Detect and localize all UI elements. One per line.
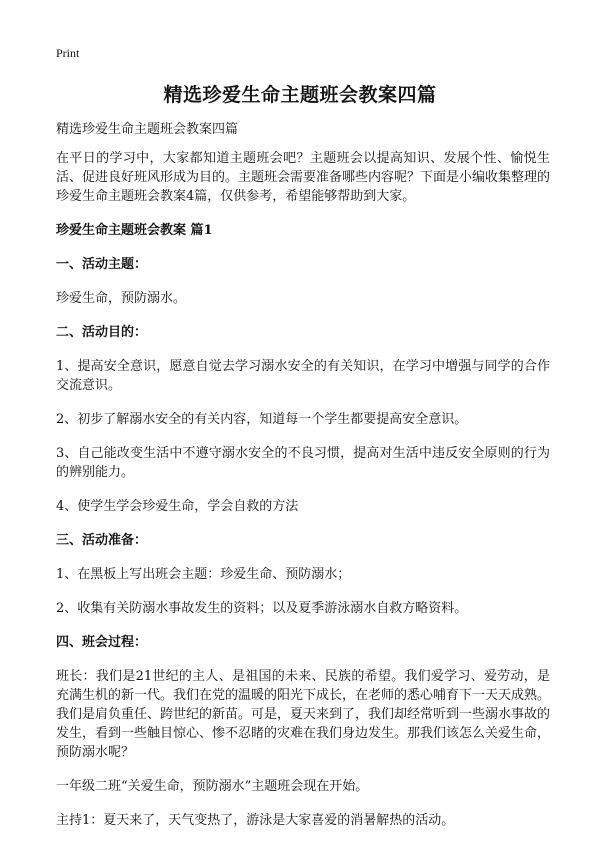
heading-prep: 三、活动准备： xyxy=(56,533,148,548)
theme-paragraph: 珍爱生命，预防溺水。 xyxy=(56,291,187,306)
process-paragraph: 班长：我们是21世纪的主人、是祖国的未来、民族的希望。我们爱学习、爱劳动，是充满生机的新一代。我们在党的温暖的阳光下成长，在老师的悉心哺育下一天天成熟。我们是肩负重任、跨世纪的新苗。可是，夏天来到了，我们却经常听到一些溺水事故的发生，看到一些触目惊心、惨不忍睹的灾难在我们身边发生。那我们该怎么关爱生命，预防溺水呢？ xyxy=(56,669,551,760)
document-title: 精选珍爱生命主题班会教案四篇 xyxy=(163,84,437,106)
goal-item: 4、使学生学会珍爱生命，学会自救的方法 xyxy=(56,499,299,514)
prep-item: 2、收集有关防溺水事故发生的资料；以及夏季游泳溺水自救方略资料。 xyxy=(56,601,468,616)
print-label: Print xyxy=(56,46,80,60)
heading-process: 四、班会过程： xyxy=(56,635,148,650)
goal-item: 2、初步了解溺水安全的有关内容，知道每一个学生都要提高安全意识。 xyxy=(56,412,468,427)
prep-item: 1、在黑板上写出班会主题：珍爱生命、预防溺水； xyxy=(56,567,351,582)
heading-goal: 二、活动目的： xyxy=(56,325,148,340)
goal-item: 3、自己能改变生活中不遵守溺水安全的不良习惯，提高对生活中违反安全原则的行为的辨别能力。 xyxy=(56,446,550,480)
process-paragraph: 一年级二班“关爱生命，预防溺水”主题班会现在开始。 xyxy=(56,779,369,794)
intro-paragraph: 在平日的学习中，大家都知道主题班会吧？主题班会以提高知识、发展个性、愉悦生活、促进良好班风形成为目的。主题班会需要准备哪些内容呢？下面是小编收集整理的珍爱生命主题班会教案4篇，仅供参考，希望能够帮助到大家。 xyxy=(56,151,551,204)
document-body xyxy=(56,120,550,845)
section-title: 珍爱生命主题班会教案 篇1 xyxy=(56,223,213,238)
heading-theme: 一、活动主题： xyxy=(56,257,148,272)
goal-item: 1、提高安全意识，愿意自觉去学习溺水安全的有关知识，在学习中增强与同学的合作交流意识。 xyxy=(56,359,550,393)
process-paragraph: 主持1：夏天来了，天气变热了，游泳是大家喜爱的消暑解热的活动。 xyxy=(56,813,455,828)
document-subtitle: 精选珍爱生命主题班会教案四篇 xyxy=(56,122,239,137)
